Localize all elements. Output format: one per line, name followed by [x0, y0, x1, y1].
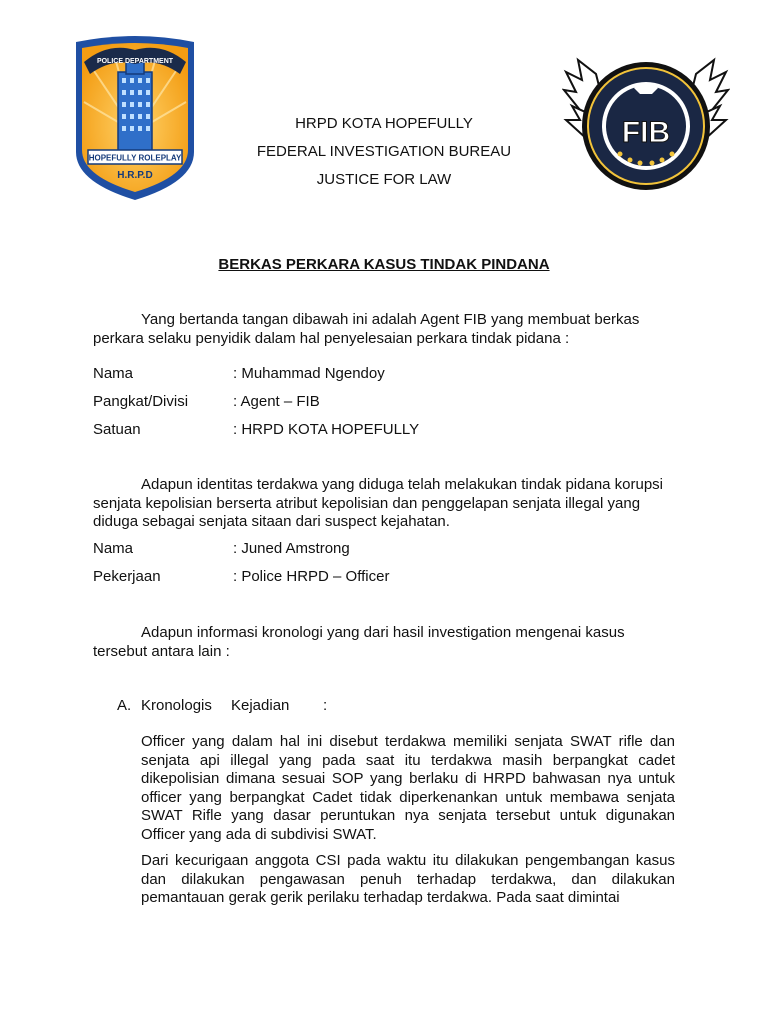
suspect-occupation-row [93, 568, 675, 586]
investigator-unit-row [93, 421, 675, 439]
field-value: : Agent – FIB [233, 393, 320, 410]
svg-text:FIB: FIB [621, 116, 671, 149]
hrpd-police-logo [68, 32, 202, 202]
fib-seal-icon [562, 50, 730, 200]
hrpd-shield-icon [68, 32, 202, 202]
section-heading-colon: : [323, 697, 328, 714]
field-value: : HRPD KOTA HOPEFULLY [233, 421, 420, 438]
section-a-paragraph-2: Dari kecurigaan anggota CSI pada waktu itu dilakukan pengembangan kasus dan dilakukan pengawasan penuh terhadap terdakwa, dan dilakukan pemantauan gerak gerik perilaku terhadap terdakwa. Pada saat dimintai [141, 852, 675, 906]
section-heading-word-2: Kejadian [231, 697, 290, 714]
investigator-name-row [93, 365, 675, 383]
svg-text:POLICE DEPARTMENT: POLICE DEPARTMENT [96, 58, 174, 65]
svg-text:HOPEFULLY ROLEPLAY: HOPEFULLY ROLEPLAY [88, 153, 182, 163]
document-title: BERKAS PERKARA KASUS TINDAK PINDANA [218, 256, 550, 273]
section-heading-word-1: Kronologis [141, 697, 212, 714]
field-label: Nama [93, 540, 134, 557]
field-value: : Juned Amstrong [233, 540, 350, 557]
intro-paragraph: Yang bertanda tangan dibawah ini adalah Agent FIB yang membuat berkas perkara selaku penyidik dalam hal penyelesaian perkara tindak pidana : [93, 311, 640, 347]
svg-text:H.R.P.D: H.R.P.D [117, 170, 153, 181]
header-line-3: JUSTICE FOR LAW [316, 171, 452, 188]
section-a-paragraph-1: Officer yang dalam hal ini disebut terdakwa memiliki senjata SWAT rifle dan senjata api illegal yang pada saat itu terdakwa masih berpangkat cadet dikepolisian dimana sesuai SOP yang berlaku di HRPD bahwasan nya untuk officer yang berpangkat Cadet tidak diperkenankan untuk membawa senjata SWAT Rifle yang dasar peruntukan nya senjata tersebut untuk digunakan Officer yang ada di subdivisi SWAT. [141, 733, 675, 843]
field-label: Pekerjaan [93, 568, 161, 585]
suspect-intro-paragraph: Adapun identitas terdakwa yang diduga telah melakukan tindak pidana korupsi senjata kepolisian berserta atribut kepolisian dan penggelapan senjata illegal yang diduga sebagai senjata sitaan dari suspect kejahatan. [93, 476, 664, 530]
field-label: Pangkat/Divisi [93, 393, 189, 410]
field-value: : Police HRPD – Officer [233, 568, 390, 585]
chronology-intro-paragraph: Adapun informasi kronologi yang dari hasil investigation mengenai kasus tersebut antara lain : [93, 624, 625, 660]
header-line-1: HRPD KOTA HOPEFULLY [295, 115, 473, 132]
investigator-rank-row [93, 393, 675, 411]
field-value: : Muhammad Ngendoy [233, 365, 385, 382]
suspect-name-row [93, 540, 675, 558]
fib-seal-logo [562, 50, 730, 200]
section-letter: A. [117, 697, 132, 714]
header-line-2: FEDERAL INVESTIGATION BUREAU [256, 143, 512, 160]
field-label: Satuan [93, 421, 141, 438]
field-label: Nama [93, 365, 134, 382]
